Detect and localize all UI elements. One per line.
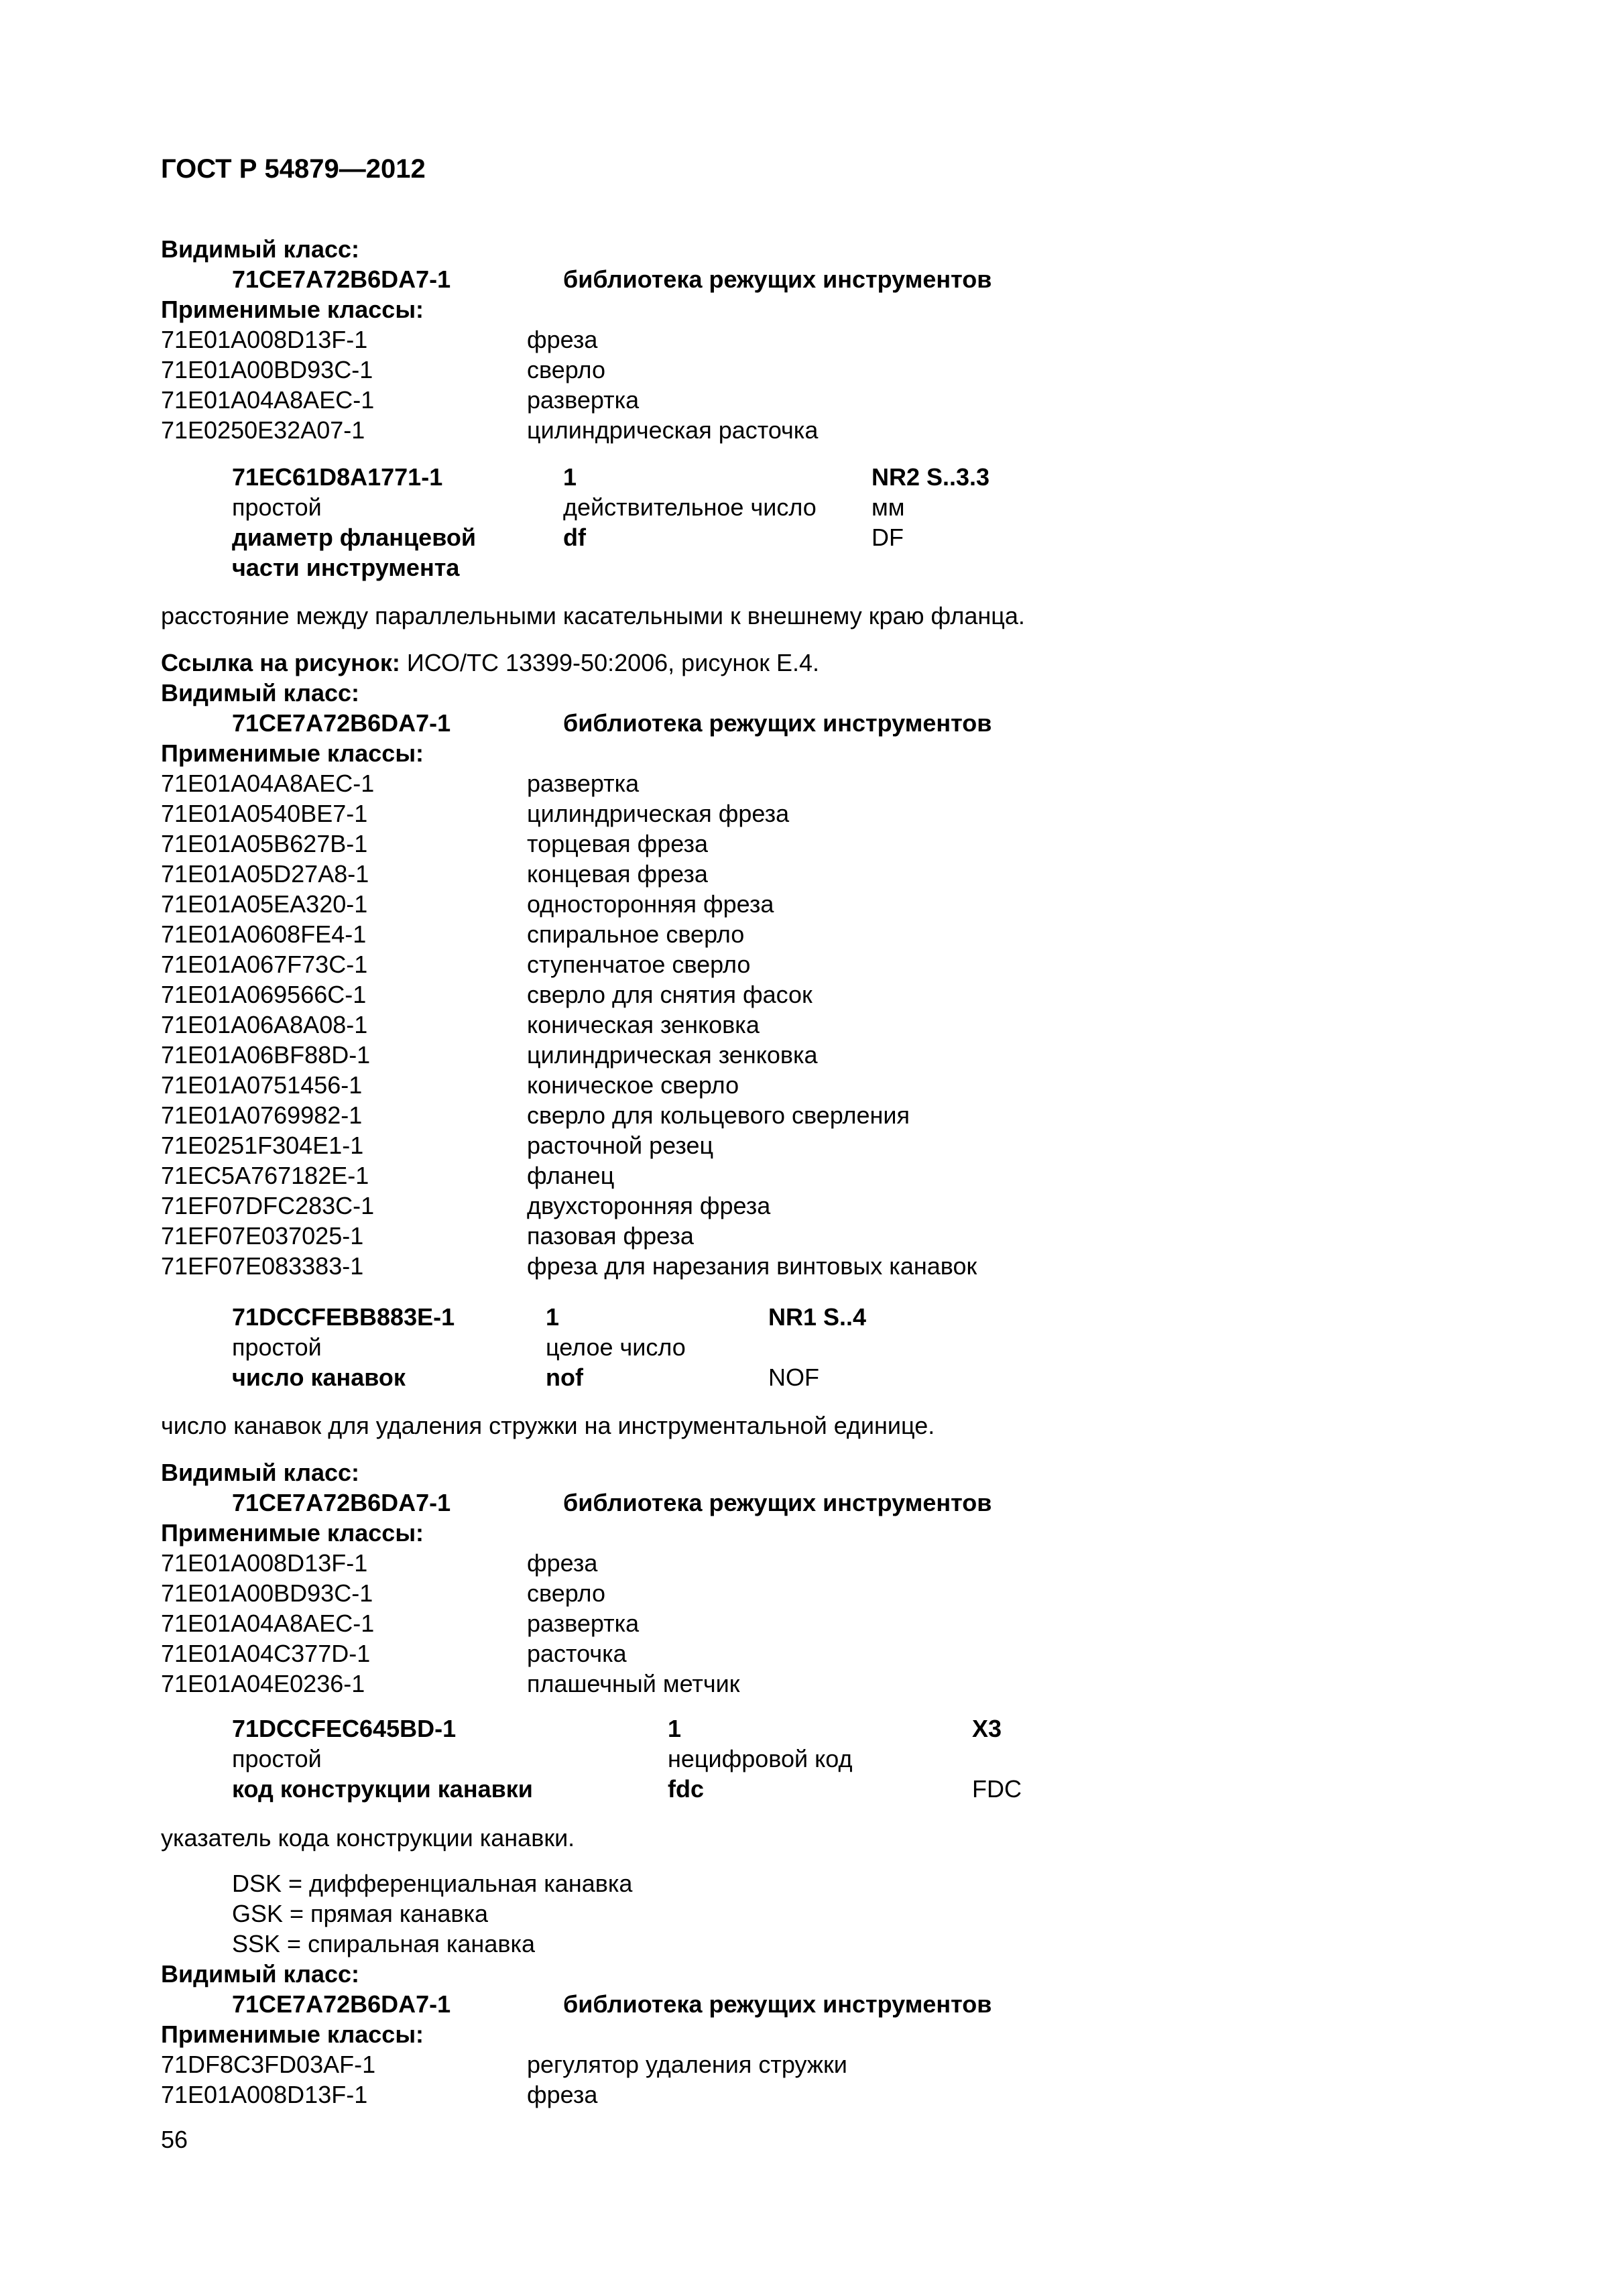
property-definition: указатель кода конструкции канавки. — [161, 1824, 575, 1852]
class-name: коническая зенковка — [527, 1011, 760, 1038]
visible-class-label: Видимый класс: — [161, 235, 359, 263]
class-name: пазовая фреза — [527, 1222, 694, 1250]
class-code: 71EC5A767182E-1 — [161, 1162, 369, 1189]
visible-class-label: Видимый класс: — [161, 679, 359, 707]
class-name: концевая фреза — [527, 860, 708, 888]
class-name: регулятор удаления стружки — [527, 2051, 847, 2078]
class-code: 71E01A008D13F-1 — [161, 2081, 368, 2108]
property-format: X3 — [972, 1715, 1002, 1742]
class-code: 71E0251F304E1-1 — [161, 1132, 364, 1159]
class-code: 71E01A04A8AEC-1 — [161, 386, 375, 414]
class-name: коническое сверло — [527, 1071, 739, 1099]
visible-class-name: библиотека режущих инструментов — [563, 1990, 992, 2018]
class-code: 71E01A008D13F-1 — [161, 1549, 368, 1577]
class-code: 71E01A00BD93C-1 — [161, 356, 373, 383]
property-code: FDC — [972, 1775, 1022, 1803]
property-symbol: fdc — [668, 1775, 704, 1803]
property-id: 71DCCFEBB883E-1 — [232, 1303, 455, 1331]
property-type: простой — [232, 1745, 322, 1772]
code-value-item: SSK = спиральная канавка — [232, 1930, 536, 1957]
visible-class-code: 71CE7A72B6DA7-1 — [232, 1990, 451, 2018]
property-datatype: нецифровой код — [668, 1745, 853, 1772]
visible-class-code: 71CE7A72B6DA7-1 — [232, 709, 451, 737]
class-code: 71E01A04A8AEC-1 — [161, 770, 375, 797]
visible-class-code: 71CE7A72B6DA7-1 — [232, 1489, 451, 1516]
class-name: спиральное сверло — [527, 920, 745, 948]
property-name: код конструкции канавки — [232, 1775, 533, 1803]
property-type: простой — [232, 1333, 322, 1361]
class-code: 71EF07E037025-1 — [161, 1222, 364, 1250]
class-code: 71E01A00BD93C-1 — [161, 1579, 373, 1607]
class-code: 71E01A06A8A08-1 — [161, 1011, 368, 1038]
class-name: цилиндрическая зенковка — [527, 1041, 818, 1069]
class-name: фреза — [527, 1549, 598, 1577]
applicable-classes-label: Применимые классы: — [161, 1519, 424, 1547]
class-code: 71E01A04C377D-1 — [161, 1640, 371, 1667]
class-name: развертка — [527, 770, 640, 797]
property-version: 1 — [546, 1303, 560, 1331]
class-code: 71E01A067F73C-1 — [161, 951, 368, 978]
class-code: 71E01A069566C-1 — [161, 981, 367, 1008]
class-name: развертка — [527, 1610, 640, 1637]
class-code: 71E01A05EA320-1 — [161, 890, 368, 918]
class-code: 71E01A0608FE4-1 — [161, 920, 367, 948]
class-name: сверло для снятия фасок — [527, 981, 813, 1008]
visible-class-label: Видимый класс: — [161, 1960, 359, 1988]
class-name: фланец — [527, 1162, 615, 1189]
class-code: 71E01A06BF88D-1 — [161, 1041, 371, 1069]
class-name: фреза для нарезания винтовых канавок — [527, 1252, 977, 1280]
property-name: число канавок — [232, 1364, 406, 1391]
class-code: 71E01A0769982-1 — [161, 1101, 363, 1129]
visible-class-label: Видимый класс: — [161, 1459, 359, 1486]
property-format: NR2 S..3.3 — [871, 463, 990, 491]
class-code: 71EF07DFC283C-1 — [161, 1192, 375, 1219]
document-header: ГОСТ Р 54879—2012 — [161, 154, 426, 184]
class-name: сверло — [527, 1579, 605, 1607]
class-code: 71EF07E083383-1 — [161, 1252, 364, 1280]
class-name: односторонняя фреза — [527, 890, 774, 918]
property-version: 1 — [563, 463, 577, 491]
class-name: плашечный метчик — [527, 1670, 740, 1697]
property-name-cont: части инструмента — [232, 554, 460, 581]
class-name: сверло — [527, 356, 605, 383]
figure-reference — [161, 648, 819, 678]
applicable-classes-label: Применимые классы: — [161, 2020, 424, 2048]
property-definition: расстояние между параллельными касательными к внешнему краю фланца. — [161, 602, 1025, 629]
property-symbol: df — [563, 524, 586, 551]
class-name: ступенчатое сверло — [527, 951, 751, 978]
property-symbol: nof — [546, 1364, 583, 1391]
visible-class-code: 71CE7A72B6DA7-1 — [232, 265, 451, 293]
visible-class-name: библиотека режущих инструментов — [563, 709, 992, 737]
code-value-item: DSK = дифференциальная канавка — [232, 1870, 633, 1897]
property-code: DF — [871, 524, 904, 551]
figure-reference-label: Ссылка на рисунок: — [161, 649, 400, 676]
class-name: фреза — [527, 326, 598, 353]
class-code: 71E01A05D27A8-1 — [161, 860, 369, 888]
property-definition: число канавок для удаления стружки на инструментальной единице. — [161, 1412, 935, 1439]
property-name: диаметр фланцевой — [232, 524, 476, 551]
applicable-classes-label: Применимые классы: — [161, 739, 424, 767]
visible-class-name: библиотека режущих инструментов — [563, 1489, 992, 1516]
property-id: 71DCCFEC645BD-1 — [232, 1715, 457, 1742]
class-code: 71E01A04E0236-1 — [161, 1670, 365, 1697]
class-code: 71DF8C3FD03AF-1 — [161, 2051, 376, 2078]
class-code: 71E0250E32A07-1 — [161, 416, 365, 444]
property-code: NOF — [768, 1364, 819, 1391]
class-code: 71E01A05B627B-1 — [161, 830, 368, 857]
applicable-classes-label: Применимые классы: — [161, 296, 424, 323]
code-value-item: GSK = прямая канавка — [232, 1900, 489, 1927]
class-name: расточной резец — [527, 1132, 714, 1159]
property-version: 1 — [668, 1715, 682, 1742]
property-type: простой — [232, 493, 322, 521]
class-code: 71E01A0540BE7-1 — [161, 800, 368, 827]
class-name: развертка — [527, 386, 640, 414]
class-name: цилиндрическая фреза — [527, 800, 790, 827]
property-id: 71EC61D8A1771-1 — [232, 463, 443, 491]
class-name: цилиндрическая расточка — [527, 416, 819, 444]
class-code: 71E01A0751456-1 — [161, 1071, 363, 1099]
class-code: 71E01A04A8AEC-1 — [161, 1610, 375, 1637]
class-name: двухсторонняя фреза — [527, 1192, 771, 1219]
property-unit: мм — [871, 493, 905, 521]
property-datatype: действительное число — [563, 493, 817, 521]
class-name: торцевая фреза — [527, 830, 708, 857]
class-name: фреза — [527, 2081, 598, 2108]
class-name: расточка — [527, 1640, 627, 1667]
class-code: 71E01A008D13F-1 — [161, 326, 368, 353]
class-name: сверло для кольцевого сверления — [527, 1101, 910, 1129]
figure-reference-text: ИСО/ТС 13399-50:2006, рисунок E.4. — [400, 649, 820, 676]
property-format: NR1 S..4 — [768, 1303, 867, 1331]
visible-class-name: библиотека режущих инструментов — [563, 265, 992, 293]
page-number: 56 — [161, 2126, 188, 2153]
property-datatype: целое число — [546, 1333, 686, 1361]
